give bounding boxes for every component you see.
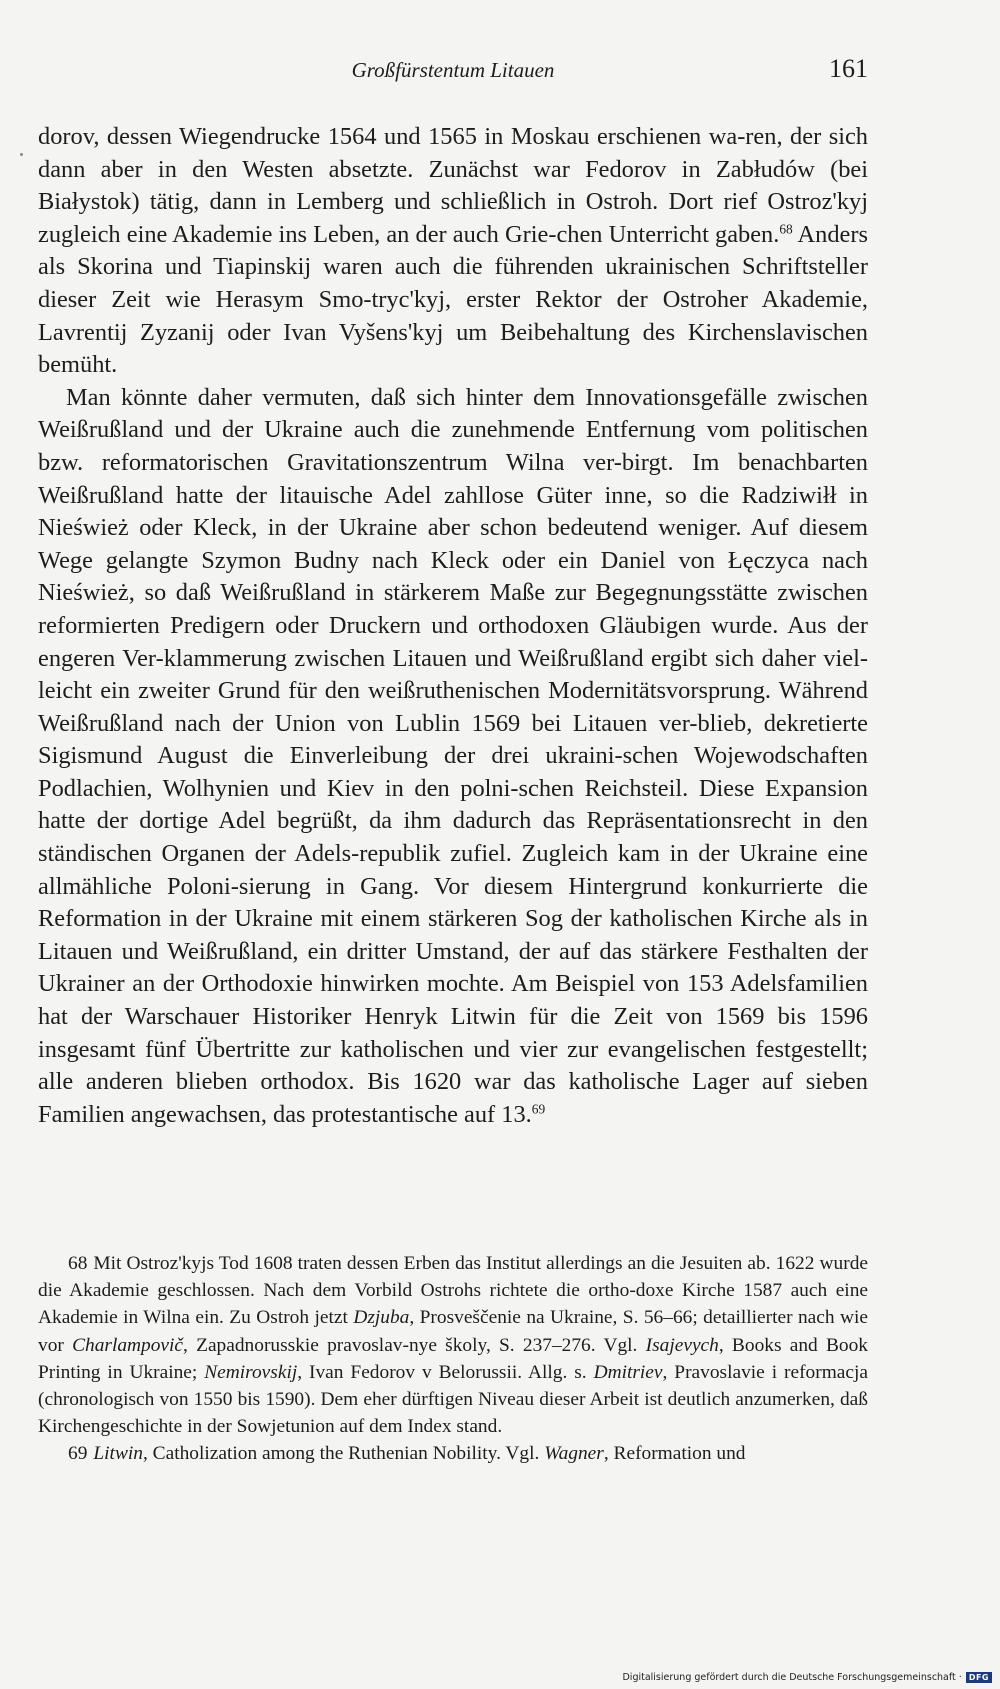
paragraph-1-text: dorov, dessen Wiegendrucke 1564 und 1565 in Moskau erschienen wa-ren, der sich dann aber in den Westen absetzte. Zunächst war Fedorov in Zabłudów (bei Białystok) tätig, dann in Lemberg und schließlich in Ostroh. Dort rief Ostroz'kyj zugleich eine Akademie ins Leben, an der auch Grie-chen Unterricht gaben. (38, 123, 868, 248)
running-title: Großfürstentum Litauen (351, 58, 555, 82)
footnote-text: , Catholization among the Ruthenian Nobility. Vgl. (142, 1443, 545, 1465)
footnote-text: , Books and Book Printing in Ukraine; (38, 1334, 868, 1383)
footnote-number: 68 (68, 1253, 88, 1274)
footnote-text: , Reformation und (603, 1443, 746, 1465)
author-name: Charlampovič (72, 1334, 184, 1356)
footnote-text: , Ivan Fedorov v Belorussii. Allg. s. (297, 1361, 594, 1383)
margin-mark (20, 153, 23, 156)
paragraph-1-tail: Anders als Skorina und Tiapinskij waren auch die führenden ukrainischen Schriftsteller dieser Zeit wie Herasym Smo-tryc'kyj, erster Rektor der Ostroher Akademie, Lavrentij Zyzanij oder Ivan Vyšens'kyj um Beibehaltung des Kirchenslavischen bemüht. (38, 220, 868, 379)
paragraph-2 (38, 382, 868, 1132)
dfg-logo: DFG (966, 1672, 992, 1683)
footnote-ref-68[interactable]: 68 (779, 221, 793, 237)
paragraph-1 (38, 121, 868, 382)
page-number: 161 (829, 54, 868, 83)
footnote-text: Mit Ostroz'kyjs Tod 1608 traten dessen Erben das Institut allerdings an die Jesuiten ab. 1622 wurde die Akademie geschlossen. Nach dem Vorbild Ostrohs richtete die ortho-doxe Kirche 1587 auch eine Akademie in Wilna ein. Zu Ostroh jetzt (38, 1253, 868, 1329)
page-header (38, 54, 868, 94)
main-text (38, 121, 868, 1131)
footnote-text: , Prosveščenie na Ukraine, S. 56–66; detaillierter nach wie vor (38, 1307, 869, 1356)
footnote-ref-69[interactable]: 69 (531, 1101, 546, 1117)
footnote-text: , Zapadnorusskie pravoslav-nye školy, S. 237–276. Vgl. (183, 1334, 646, 1356)
author-name: Isajevych (645, 1334, 719, 1356)
author-name: Litwin (93, 1443, 143, 1465)
author-name: Wagner (544, 1443, 604, 1465)
footnote-text: , Pravoslavie i reformacja (chronologisch von 1550 bis 1590). Dem eher dürftigen Niveau dieser Arbeit ist deutlich anzumerken, daß Kirchengeschichte in der Sowjetunion auf dem Index stand. (38, 1361, 868, 1438)
author-name: Nemirovskij (204, 1361, 298, 1383)
paragraph-2-text: Man könnte daher vermuten, daß sich hinter dem Innovationsgefälle zwischen Weißrußland und der Ukraine auch die zunehmende Entfernung vom politischen bzw. reformatorischen Gravitationszentrum Wilna ver-birgt. Im benachbarten Weißrußland hatte der litauische Adel zahllose Güter inne, so die Radziwiłł in Nieśwież oder Kleck, in der Ukraine aber schon bedeutend weniger. Auf diesem Wege gelangte Szymon Budny nach Kleck oder ein Daniel von Łęczyca nach Nieśwież, so daß Weißrußland in stärkerem Maße zur Begegnungsstätte zwischen reformierten Predigern oder Druckern und orthodoxen Gläubigen wurde. Aus der engeren Ver-klammerung zwischen Litauen und Weißrußland ergibt sich daher viel-leicht ein zweiter Grund für den weißruthenischen Modernitätsvorsprung. Während Weißrußland nach der Union von Lublin 1569 bei Litauen ver-blieb, dekretierte Sigismund August die Einverleibung der drei ukraini-schen Wojewodschaften Podlachien, Wolhynien und Kiev in den polni-schen Reichsteil. Diese Expansion hatte der dortige Adel begrüßt, da ihm dadurch das Repräsentationsrecht in den ständischen Organen der Adels-republik zufiel. Zugleich kam in der Ukraine eine allmähliche Poloni-sierung in Gang. Vor diesem Hintergrund konkurrierte die Reformation in der Ukraine mit einem stärkeren Sog der katholischen Kirche als in Litauen und Weißrußland, ein dritter Umstand, der auf das stärkere Festhalten der Ukrainer an der Orthodoxie hinwirken mochte. Am Beispiel von 153 Adelsfamilien hat der Warschauer Historiker Henryk Litwin für die Zeit von 1569 bis 1596 insgesamt fünf Übertritte zur katholischen und vier zur evangelischen festgestellt; alle anderen blieben orthodox. Bis 1620 war das katholische Lager auf sieben Familien angewachsen, das protestantische auf 13. (38, 383, 868, 1128)
author-name: Dmitriev (593, 1361, 663, 1383)
footnotes (38, 1250, 868, 1468)
footnote-68 (38, 1250, 868, 1440)
footnote-69 (38, 1440, 868, 1467)
footnote-number: 69 (68, 1443, 88, 1465)
digitization-credit (622, 1672, 992, 1683)
credit-text: Digitalisierung gefördert durch die Deutsche Forschungsgemeinschaft · (622, 1672, 962, 1683)
author-name: Dzjuba (353, 1307, 410, 1329)
